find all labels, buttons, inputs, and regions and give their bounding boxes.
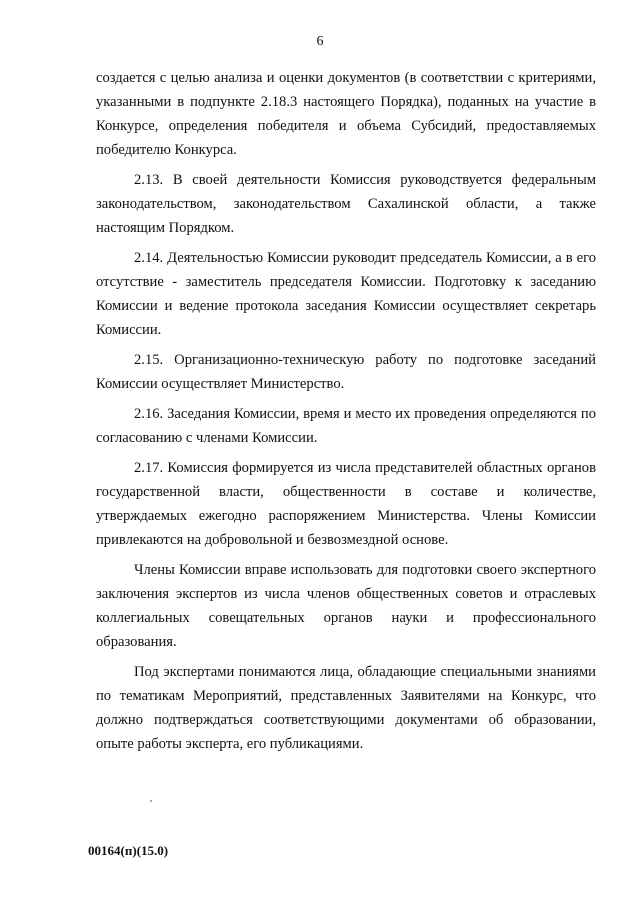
paragraph-2-14: 2.14. Деятельностью Комиссии руководит председатель Комиссии, а в его отсутствие - заместитель председателя Комиссии. Подготовку к заседанию Комиссии и ведение протокола заседания Комиссии осуществляет секретарь Комиссии.	[96, 250, 596, 338]
paragraph-experts-definition: Под экспертами понимаются лица, обладающие специальными знаниями по тематикам Мероприятий, представленных Заявителями на Конкурс, что должно подтверждаться соответствующими документами об образовании, опыте работы эксперта, его публикациями.	[96, 664, 596, 752]
paragraph-2-16: 2.16. Заседания Комиссии, время и место их проведения определяются по согласованию с членами Комиссии.	[96, 406, 596, 446]
paragraph-commission-members: Члены Комиссии вправе использовать для подготовки своего экспертного заключения экспертов из числа членов общественных советов и отраслевых коллегиальных совещательных органов науки и профессионального образования.	[96, 562, 596, 650]
document-body	[96, 66, 596, 762]
paragraph-continuation: создается с целью анализа и оценки документов (в соответствии с критериями, указанными в подпункте 2.18.3 настоящего Порядка), поданных на участие в Конкурсе, определения победителя и объема Субсидий, предоставляемых победителю Конкурса.	[96, 70, 596, 158]
page-number: 6	[316, 34, 324, 49]
paragraph-2-15: 2.15. Организационно-техническую работу по подготовке заседаний Комиссии осуществляет Министерство.	[96, 352, 596, 392]
paragraph-2-17: 2.17. Комиссия формируется из числа представителей областных органов государственной власти, общественности в составе и количестве, утверждаемых ежегодно распоряжением Министерства. Члены Комиссии привлекаются на добровольной и безвозмездной основе.	[96, 460, 596, 548]
paragraph-2-13: 2.13. В своей деятельности Комиссия руководствуется федеральным законодательством, законодательством Сахалинской области, а также настоящим Порядком.	[96, 172, 596, 236]
scan-speck	[150, 800, 152, 802]
document-footer-code: 00164(п)(15.0)	[88, 843, 169, 858]
